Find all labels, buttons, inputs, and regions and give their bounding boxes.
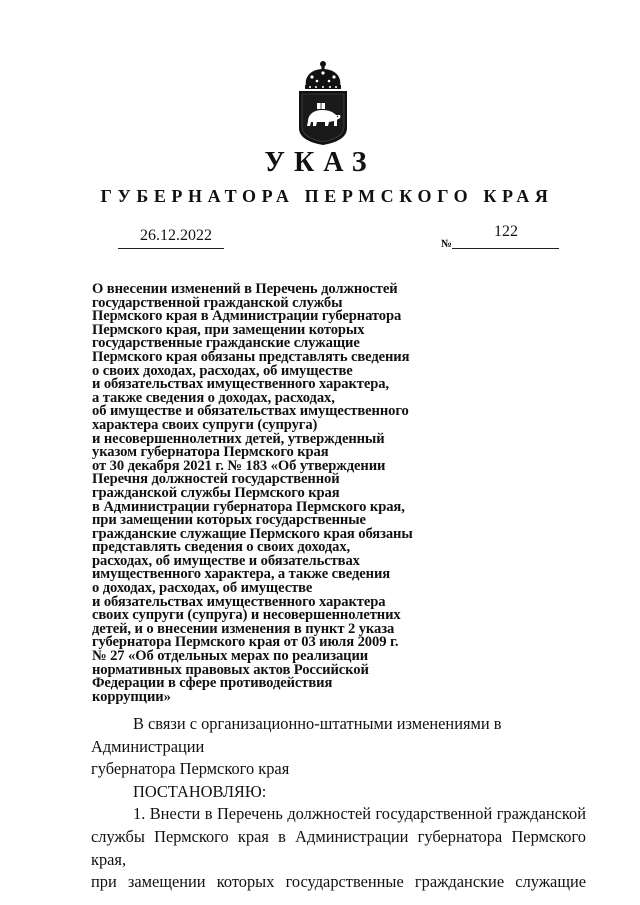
heading-line: имущественного характера, а также сведения [92, 566, 391, 583]
heading-line: О внесении изменений в Перечень должностей [92, 281, 398, 297]
heading-line: гражданской службы Пермского края [92, 484, 340, 501]
heading-line: представлять сведения о своих доходах, [92, 539, 351, 556]
body-paragraph: губернатора Пермского края [91, 759, 290, 779]
heading-line: Пермского края в Администрации губернатора [92, 308, 402, 325]
heading-line: Перечня должностей государственной [92, 471, 340, 488]
heading-line: характера своих супруги (супруга) [92, 416, 318, 433]
decree-heading [92, 283, 452, 704]
shield-icon [299, 91, 347, 145]
body-item: при замещении которых государственные гражданские служащие [91, 872, 586, 892]
document-subtitle: ГУБЕРНАТОРА ПЕРМСКОГО КРАЯ [100, 186, 554, 206]
heading-line: при замещении которых государственные [92, 512, 366, 529]
heading-line: расходах, об имуществе и обязательствах [92, 552, 360, 569]
number-underline [452, 248, 559, 249]
heading-line: губернатора Пермского края от 03 июля 2009 г. [92, 634, 399, 651]
coat-of-arms-icon [296, 60, 350, 146]
document-number: 122 [494, 223, 518, 240]
number-label: № [441, 238, 453, 250]
heading-line: детей, и о внесении изменения в пункт 2 указа [92, 620, 395, 637]
heading-line: государственной гражданской службы [92, 294, 343, 311]
decree-body [91, 713, 586, 894]
body-item: службы Пермского края в Администрации губернатора Пермского края, [91, 826, 586, 869]
heading-line: Пермского края обязаны представлять сведения [92, 348, 410, 365]
heading-line: нормативных правовых актов Российской [92, 661, 369, 678]
heading-line: № 27 «Об отдельных мерах по реализации [92, 648, 369, 665]
crown-icon [305, 61, 341, 89]
heading-line: государственные гражданские служащие [92, 335, 360, 352]
body-paragraph: В связи с организационно-штатными изменениями в Администрации [91, 714, 502, 756]
heading-line: указом губернатора Пермского края [92, 444, 329, 461]
body-item: 1. Внести в Перечень должностей государственной гражданской [133, 804, 586, 824]
heading-line: своих супруги (супруга) и несовершеннолетних [92, 607, 401, 624]
heading-line: о доходах, расходах, об имуществе [92, 580, 313, 597]
document-title: УКАЗ [264, 147, 376, 178]
heading-line: в Администрации губернатора Пермского края, [92, 498, 405, 515]
heading-line: коррупции» [92, 688, 171, 705]
heading-line: и обязательствах имущественного характера [92, 593, 386, 610]
heading-line: а также сведения о доходах, расходах, [92, 389, 335, 406]
decree-keyword: ПОСТАНОВЛЯЮ: [133, 781, 267, 801]
document-date: 26.12.2022 [140, 227, 212, 244]
heading-line: и несовершеннолетних детей, утвержденный [92, 430, 385, 447]
heading-line: об имуществе и обязательствах имущественного [92, 403, 409, 420]
date-underline [118, 248, 224, 249]
heading-line: гражданские служащие Пермского края обязаны [92, 525, 413, 542]
heading-line: о своих доходах, расходах, об имуществе [92, 362, 353, 379]
heading-line: от 30 декабря 2021 г. № 183 «Об утверждении [92, 457, 386, 474]
heading-line: и обязательствах имущественного характера, [92, 376, 389, 393]
heading-line: Федерации в сфере противодействия [92, 675, 333, 692]
heading-line: Пермского края, при замещении которых [92, 321, 365, 338]
